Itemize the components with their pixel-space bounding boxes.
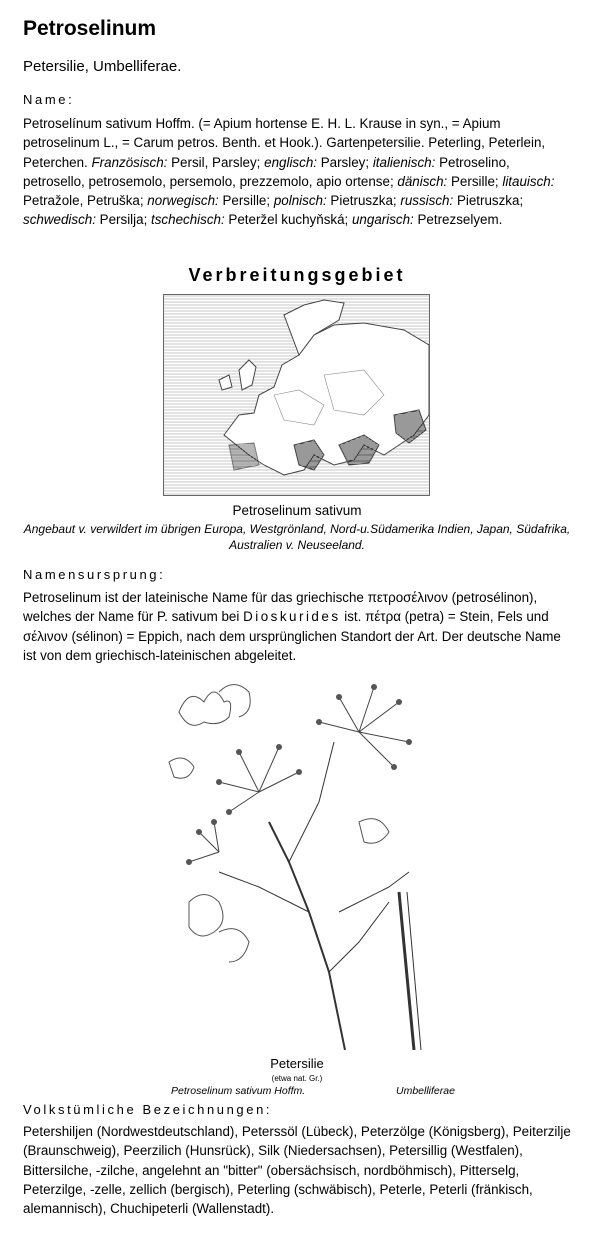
page-title: Petroselinum [23, 17, 157, 40]
plant-caption-latin: Petroselinum sativum Hoffm. [171, 1085, 306, 1097]
name-section-text: Petroselínum sativum Hoffm. (= Apium hortense E. H. L. Krause in syn., = Apium petroselinum L., = Carum petros. Benth. et Hook.). Gartenpetersilie. Peterling, Peterlein, Peterchen. Französisch: Persil, Parsley; englisch: Parsley; italienisch: Petroselino, petrosello, petrosemolo, persemolo, prezzemolo, apio ortense; dänisch: Persille; litauisch: Petražole, Petruška; norwegisch: Persille; polnisch: Pietruszka; russisch: Pietruszka; schwedisch: Persilja; tschechisch: Peteržel kuchyňská; ungarisch: Petrezselyem. [23, 116, 555, 228]
origin-section-label: Namensursprung: [23, 567, 166, 582]
page-subtitle: Petersilie, Umbelliferae. [23, 58, 182, 75]
plant-illustration [159, 672, 431, 1050]
folk-section-label: Volkstümliche Bezeichnungen: [23, 1102, 273, 1117]
plant-caption-size: (etwa nat. Gr.) [271, 1074, 323, 1083]
folk-section-text: Petershiljen (Nordwestdeutschland), Peterssöl (Lübeck), Peterzölge (Königsberg), Peiterzilje (Braunschweig), Peerzilich (Hunsrück), Silk (Niedersachsen), Petersillig (Westfalen), Bittersilche, -zilche, angelehnt an "bitter" (obersächsisch, nordböhmisch), Pitterselg, Peterzilge, -zelle, zellich (bergisch), Peterling (schwäbisch), Peterle, Peterli (fränkisch, alemannisch), Chuchipeterli (Wallenstadt). [23, 1124, 571, 1217]
map-caption: Petroselinum sativum [232, 503, 362, 518]
distribution-map [163, 294, 430, 496]
map-heading: Verbreitungsgebiet [188, 265, 406, 285]
name-section-label: Name: [23, 92, 75, 107]
origin-section-text: Petroselinum ist der lateinische Name für das griechische πετροσέλινον (petrosélinon), welches der Name für P. sativum bei Dioskurides ist. πέτρα (petra) = Stein, Fels und σέλινον (sélinon) = Eppich, nach dem ursprünglichen Standort der Art. Der deutsche Name ist von dem griechisch-lateinischen abgeleitet. [23, 590, 561, 663]
author-name: Dioskurides [243, 609, 341, 625]
plant-caption-name: Petersilie [270, 1056, 324, 1071]
plant-caption-family: Umbelliferae [396, 1085, 455, 1097]
map-caption-sub: Angebaut v. verwildert im übrigen Europa, Westgrönland, Nord-u.Südamerika Indien, Japan, Südafrika, Australien v. Neuseeland. [23, 522, 571, 552]
